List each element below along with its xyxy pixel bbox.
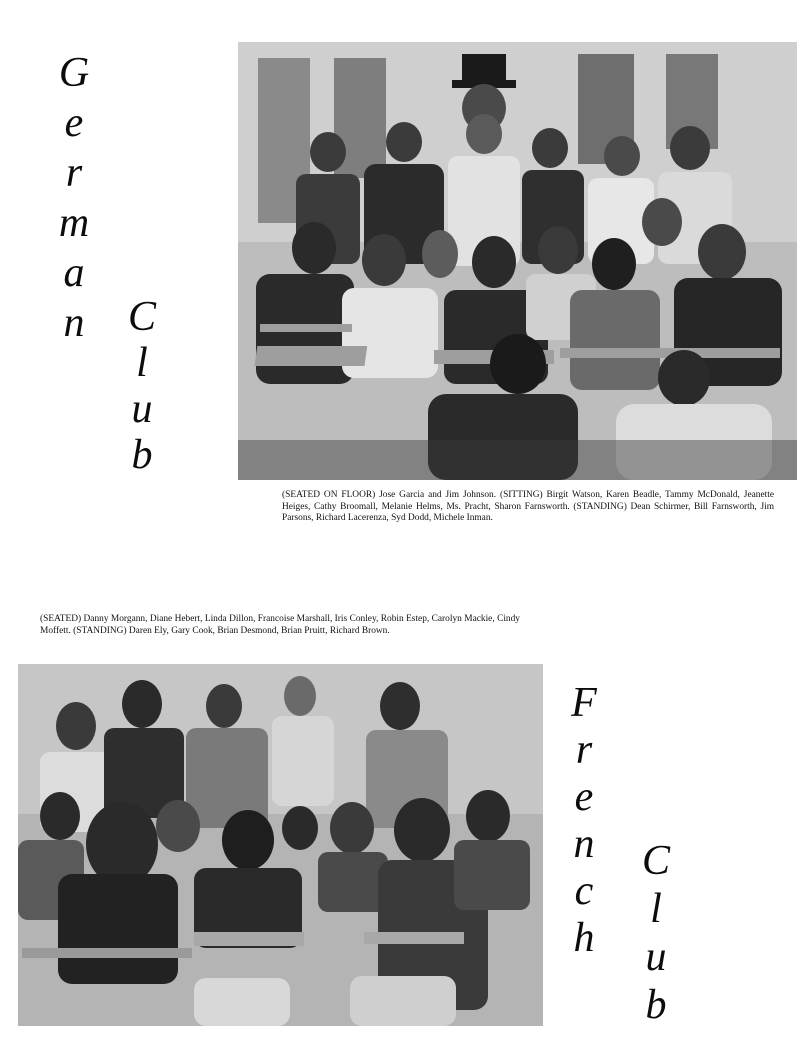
title-letter: c <box>574 868 594 914</box>
title-letter: l <box>136 340 148 386</box>
german-club-photo-art <box>238 42 797 480</box>
title-letter: e <box>64 100 84 146</box>
title-letter: n <box>63 300 85 346</box>
german-title-word1 <box>52 52 96 352</box>
title-letter: n <box>573 821 595 867</box>
title-letter: e <box>574 774 594 820</box>
french-title-word1 <box>562 682 606 964</box>
german-club-photo <box>238 42 797 480</box>
title-letter: u <box>131 386 153 432</box>
title-letter: b <box>131 432 153 478</box>
title-letter: C <box>641 838 670 884</box>
title-letter: l <box>650 886 662 932</box>
title-letter: h <box>573 915 595 961</box>
french-title-word2 <box>634 840 678 1032</box>
french-club-photo-art <box>18 664 543 1026</box>
german-club-caption: (SEATED ON FLOOR) Jose Garcia and Jim Johnson. (SITTING) Birgit Watson, Karen Beadle, Tammy McDonald, Jeanette Heiges, Cathy Broomall, Melanie Helms, Ms. Pracht, Sharon Farnsworth. (STANDING) Dean Schirmer, Bill Farnsworth, Jim Parsons, Richard Lacerenza, Syd Dodd, Michele Inman. <box>282 490 774 524</box>
title-letter: m <box>58 200 90 246</box>
title-letter: G <box>58 50 90 96</box>
title-letter: u <box>645 934 667 980</box>
french-club-photo <box>18 664 543 1026</box>
title-letter: b <box>645 982 667 1028</box>
german-title-word2 <box>120 296 164 480</box>
title-letter: a <box>63 250 85 296</box>
french-club-caption: (SEATED) Danny Morgann, Diane Hebert, Linda Dillon, Francoise Marshall, Iris Conley, Robin Estep, Carolyn Mackie, Cindy Moffett. (STANDING) Daren Ely, Gary Cook, Brian Desmond, Brian Pruitt, Richard Brown. <box>40 614 520 636</box>
title-letter: C <box>127 294 156 340</box>
title-letter: F <box>571 680 597 726</box>
title-letter: r <box>65 150 83 196</box>
title-letter: r <box>575 727 593 773</box>
